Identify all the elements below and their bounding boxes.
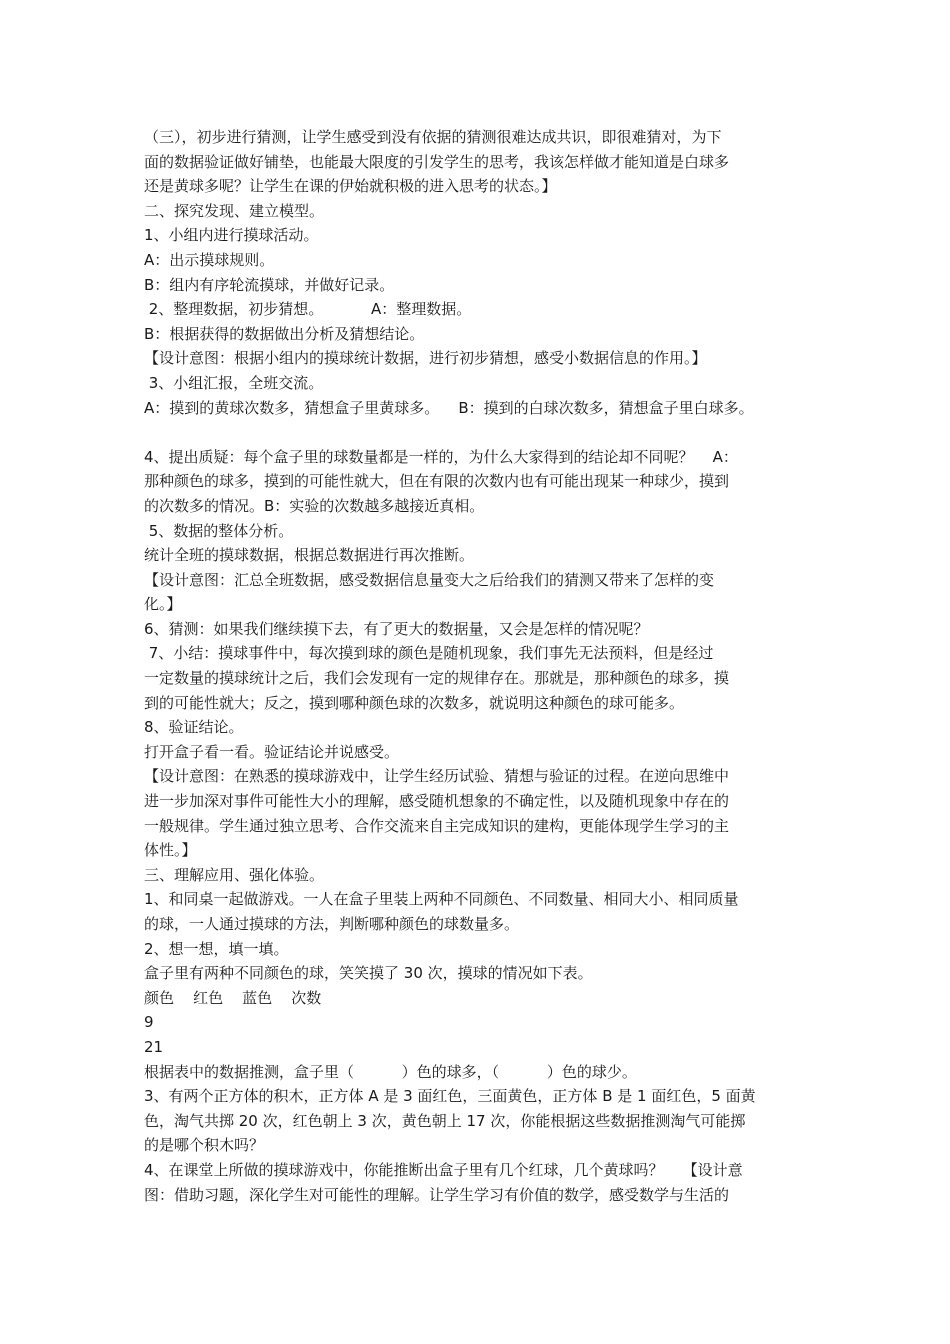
text-line: 【设计意图：汇总全班数据，感受数据信息量变大之后给我们的猜测又带来了怎样的变 [144, 570, 715, 589]
text-line: 的是哪个积木吗？ [144, 1136, 265, 1155]
text-line: 7、小结：摸球事件中，每次摸到球的颜色是随机现象，我们事先无法预料，但是经过 [144, 644, 714, 663]
text-line: 三、理解应用、强化体验。 [144, 865, 325, 884]
text-line: 的球，一人通过摸球的方法，判断哪种颜色的球数量多。 [144, 915, 520, 933]
text-line: 的次数多的情况。B：实验的次数越多越接近真相。 [144, 496, 485, 515]
text-line: 21 [144, 1037, 164, 1056]
text-line: 图：借助习题，深化学生对可能性的理解。让学生学习有价值的数学，感受数学与生活的 [144, 1185, 730, 1204]
text-line: 统计全班的摸球数据，根据总数据进行再次推断。 [144, 546, 475, 565]
text-line: 9 [144, 1013, 154, 1032]
text-line: 化。】 [144, 595, 182, 614]
text-line: 色，淘气共掷 20 次，红色朝上 3 次，黄色朝上 17 次，你能根据这些数据推测淘气可能掷 [144, 1111, 746, 1130]
text-line: 1、和同桌一起做游戏。一人在盒子里装上两种不同颜色、不同数量、相同大小、相同质量 [144, 890, 739, 909]
text-line: 1、小组内进行摸球活动。 [144, 226, 319, 245]
text-line: 面的数据验证做好铺垫，也能最大限度的引发学生的思考，我该怎样做才能知道是白球多 [144, 152, 730, 171]
text-line: 【设计意图：根据小组内的摸球统计数据，进行初步猜想，感受小数据信息的作用。】 [144, 349, 707, 368]
text-line: 那种颜色的球多，摸到的可能性就大，但在有限的次数内也有可能出现某一种球少，摸到 [144, 472, 730, 491]
text-line: 一般规律。学生通过独立思考、合作交流来自主完成知识的建构，更能体现学生学习的主 [144, 816, 730, 835]
text-line: 一定数量的摸球统计之后，我们会发现有一定的规律存在。那就是，那种颜色的球多，摸 [144, 669, 730, 688]
text-line: 2、整理数据，初步猜想。 A：整理数据。 [144, 300, 472, 319]
text-line: 6、猜测：如果我们继续摸下去，有了更大的数据量，又会是怎样的情况呢？ [144, 619, 649, 638]
text-line: 5、数据的整体分析。 [144, 521, 294, 540]
text-line: 8、验证结论。 [144, 718, 244, 737]
text-line: A：摸到的黄球次数多，猜想盒子里黄球多。 B：摸到的白球次数多，猜想盒子里白球多。 [144, 398, 754, 417]
text-line: 进一步加深对事件可能性大小的理解，感受随机想象的不确定性，以及随机现象中存在的 [144, 792, 730, 811]
text-line: B：组内有序轮流摸球，并做好记录。 [144, 275, 395, 294]
text-line: （三），初步进行猜测，让学生感受到没有依据的猜测很难达成共识，即很难猜对，为下 [144, 128, 722, 146]
text-line: 盒子里有两种不同颜色的球，笑笑摸了 30 次，摸球的情况如下表。 [144, 964, 593, 983]
text-line: 4、在课堂上所做的摸球游戏中，你能推断出盒子里有几个红球，几个黄球吗？ 【设计意 [144, 1160, 743, 1179]
text-line: 【设计意图：在熟悉的摸球游戏中，让学生经历试验、猜想与验证的过程。在逆向思维中 [144, 767, 730, 786]
text-line: 4、提出质疑：每个盒子里的球数量都是一样的，为什么大家得到的结论却不同呢？ A： [144, 447, 738, 466]
text-line: 到的可能性就大；反之，摸到哪种颜色球的次数多，就说明这种颜色的球可能多。 [144, 693, 685, 712]
text-line: 3、小组汇报，全班交流。 [144, 373, 324, 392]
text-line: 3、有两个正方体的积木，正方体 A 是 3 面红色，三面黄色，正方体 B 是 1 面红色，5 面黄 [144, 1087, 756, 1106]
text-line: 打开盒子看一看。验证结论并说感受。 [144, 742, 400, 761]
text-line: 颜色 红色 蓝色 次数 [144, 988, 322, 1007]
text-line: 二、探究发现、建立模型。 [144, 201, 325, 220]
text-line: A：出示摸球规则。 [144, 250, 275, 269]
text-line: 根据表中的数据推测，盒子里（ ）色的球多，（ ）色的球少。 [144, 1062, 637, 1081]
text-line: 体性。】 [144, 841, 197, 860]
text-line: B：根据获得的数据做出分析及猜想结论。 [144, 324, 425, 343]
blank-line [144, 420, 824, 445]
text-line: 2、想一想，填一填。 [144, 939, 289, 958]
document-body [144, 125, 824, 1207]
text-line: 还是黄球多呢？让学生在课的伊始就积极的进入思考的状态。】 [144, 177, 557, 196]
